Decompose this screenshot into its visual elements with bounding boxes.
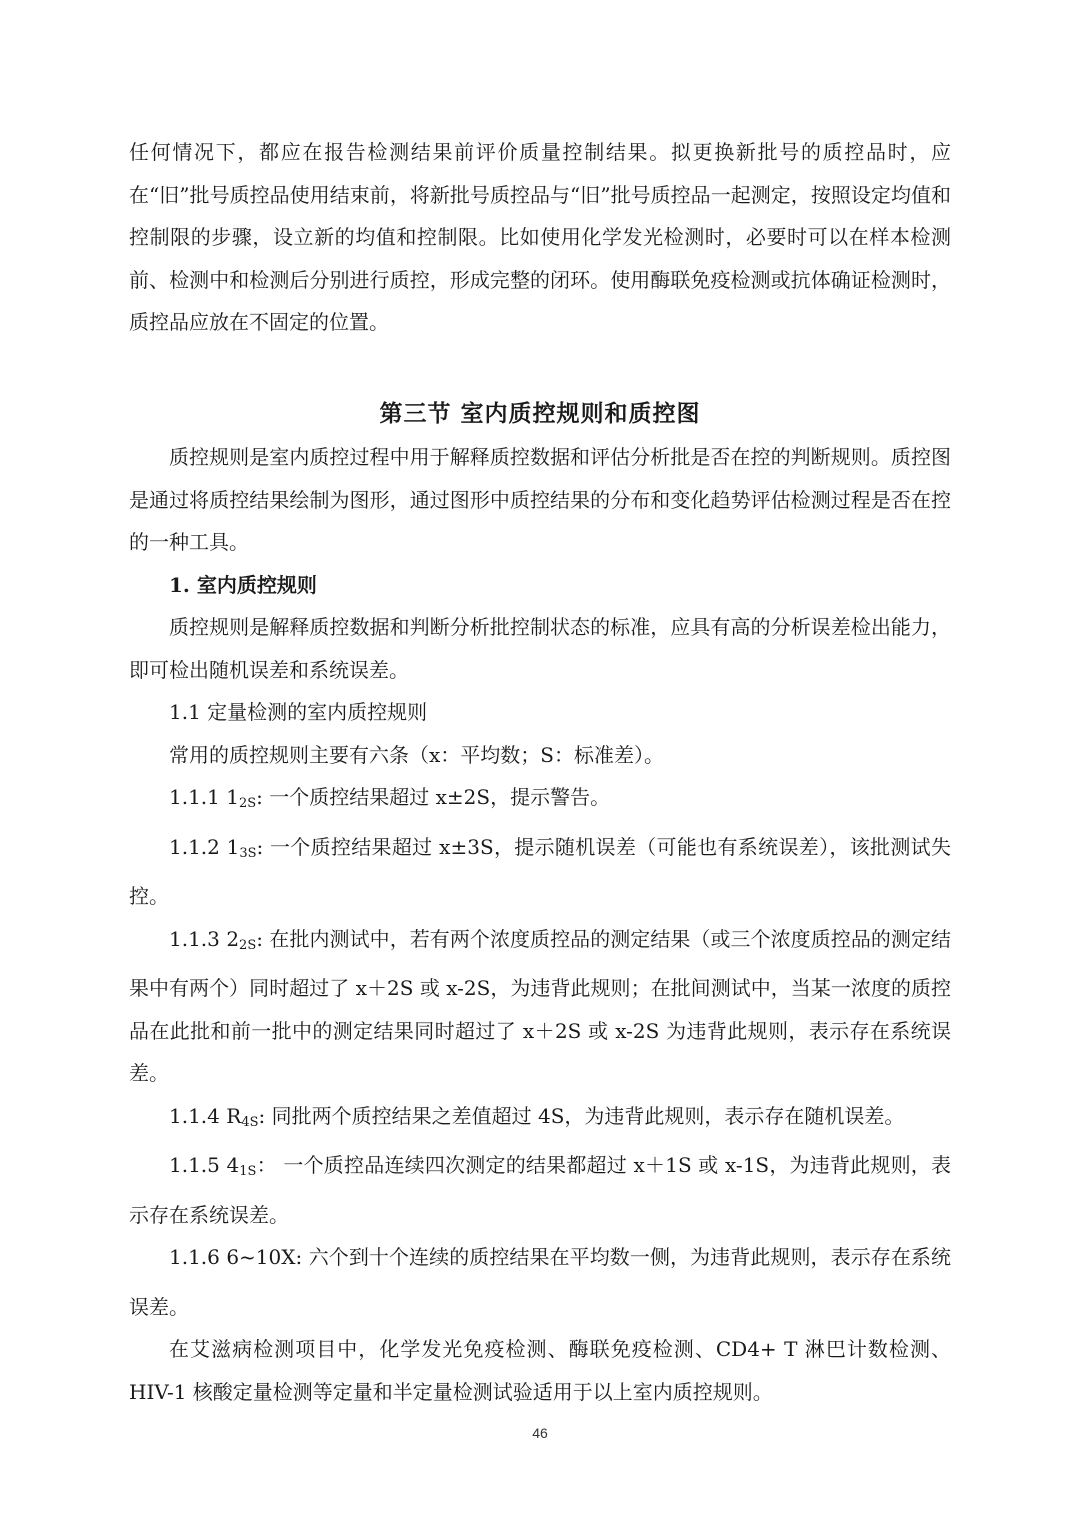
rule-paragraph	[129, 776, 951, 826]
rules-definition-paragraph: 质控规则是解释质控数据和判断分析批控制状态的标准，应具有高的分析误差检出能力，即可检出随机误差和系统误差。	[129, 615, 951, 682]
rule-text: 同批两个质控结果之差值超过 4S，为违背此规则，表示存在随机误差。	[271, 1103, 905, 1128]
section-title: 第三节 室内质控规则和质控图	[379, 400, 701, 427]
rule-text: 一个质控结果超过 x±3S，提示随机误差（可能也有系统误差），该批测试失控。	[129, 834, 952, 908]
applicability-paragraph: 在艾滋病检测项目中，化学发光免疫检测、酶联免疫检测、CD4+ T 淋巴计数检测、HIV-1 核酸定量检测等定量和半定量检测试验适用于以上室内质控规则。	[129, 1337, 951, 1404]
rule-paragraph	[129, 826, 951, 918]
sub-heading-1-1: 1.1 定量检测的室内质控规则	[169, 700, 428, 724]
page-number: 46	[532, 1425, 548, 1441]
rule-text: 在批内测试中，若有两个浓度质控品的测定结果（或三个浓度质控品的测定结果中有两个）同时超过了 x＋2S 或 x-2S，为违背此规则；在批间测试中，当某一浓度的质控品在此批和前一批中的测定结果同时超过了 x＋2S 或 x-2S 为违背此规则，表示存在系统误差。	[129, 926, 952, 1085]
rule-text: 一个质控品连续四次测定的结果都超过 x＋1S 或 x-1S，为违背此规则，表示存在系统误差。	[129, 1153, 952, 1227]
rule-code: 6~10X:	[226, 1245, 303, 1269]
intro-paragraph: 任何情况下，都应在报告检测结果前评价质量控制结果。拟更换新批号的质控品时，应在“旧”批号质控品使用结束前，将新批号质控品与“旧”批号质控品一起测定，按照设定均值和控制限的步骤，设立新的均值和控制限。比如使用化学发光检测时，必要时可以在样本检测前、检测中和检测后分别进行质控，形成完整的闭环。使用酶联免疫检测或抗体确证检测时，质控品应放在不固定的位置。	[129, 140, 951, 334]
heading-1: 1. 室内质控规则	[169, 572, 317, 597]
common-rules-paragraph: 常用的质控规则主要有六条（x：平均数；S：标准差）。	[169, 742, 664, 767]
intro-section	[129, 131, 951, 344]
rule-number: 1.1.6	[169, 1245, 220, 1269]
rule-paragraph	[129, 1095, 951, 1145]
rule-code: $R_{4S}$:	[226, 1103, 266, 1130]
rule-code: $2_{2S}$:	[226, 926, 263, 953]
rule-number: 1.1.1	[169, 785, 220, 809]
rule-code: $4_{1S}$：	[226, 1153, 277, 1179]
section-3	[129, 392, 951, 1413]
rule-number: 1.1.2	[169, 834, 220, 859]
rule-code: $1_{2S}$:	[226, 785, 263, 811]
rule-number: 1.1.5	[169, 1153, 220, 1177]
section-intro-paragraph: 质控规则是室内质控过程中用于解释质控数据和评估分析批是否在控的判断规则。质控图是通过将质控结果绘制为图形，通过图形中质控结果的分布和变化趋势评估检测过程是否在控的一种工具。	[129, 445, 951, 554]
rule-number: 1.1.3	[169, 926, 220, 951]
rule-number: 1.1.4	[169, 1103, 220, 1128]
rule-paragraph	[129, 918, 951, 1095]
rule-text: 一个质控结果超过 x±2S，提示警告。	[269, 785, 611, 809]
rule-paragraph	[129, 1144, 951, 1236]
rule-paragraph	[129, 1236, 951, 1328]
rule-code: $1_{3S}$:	[226, 834, 264, 861]
rule-text: 六个到十个连续的质控结果在平均数一侧，为违背此规则，表示存在系统误差。	[129, 1245, 952, 1319]
